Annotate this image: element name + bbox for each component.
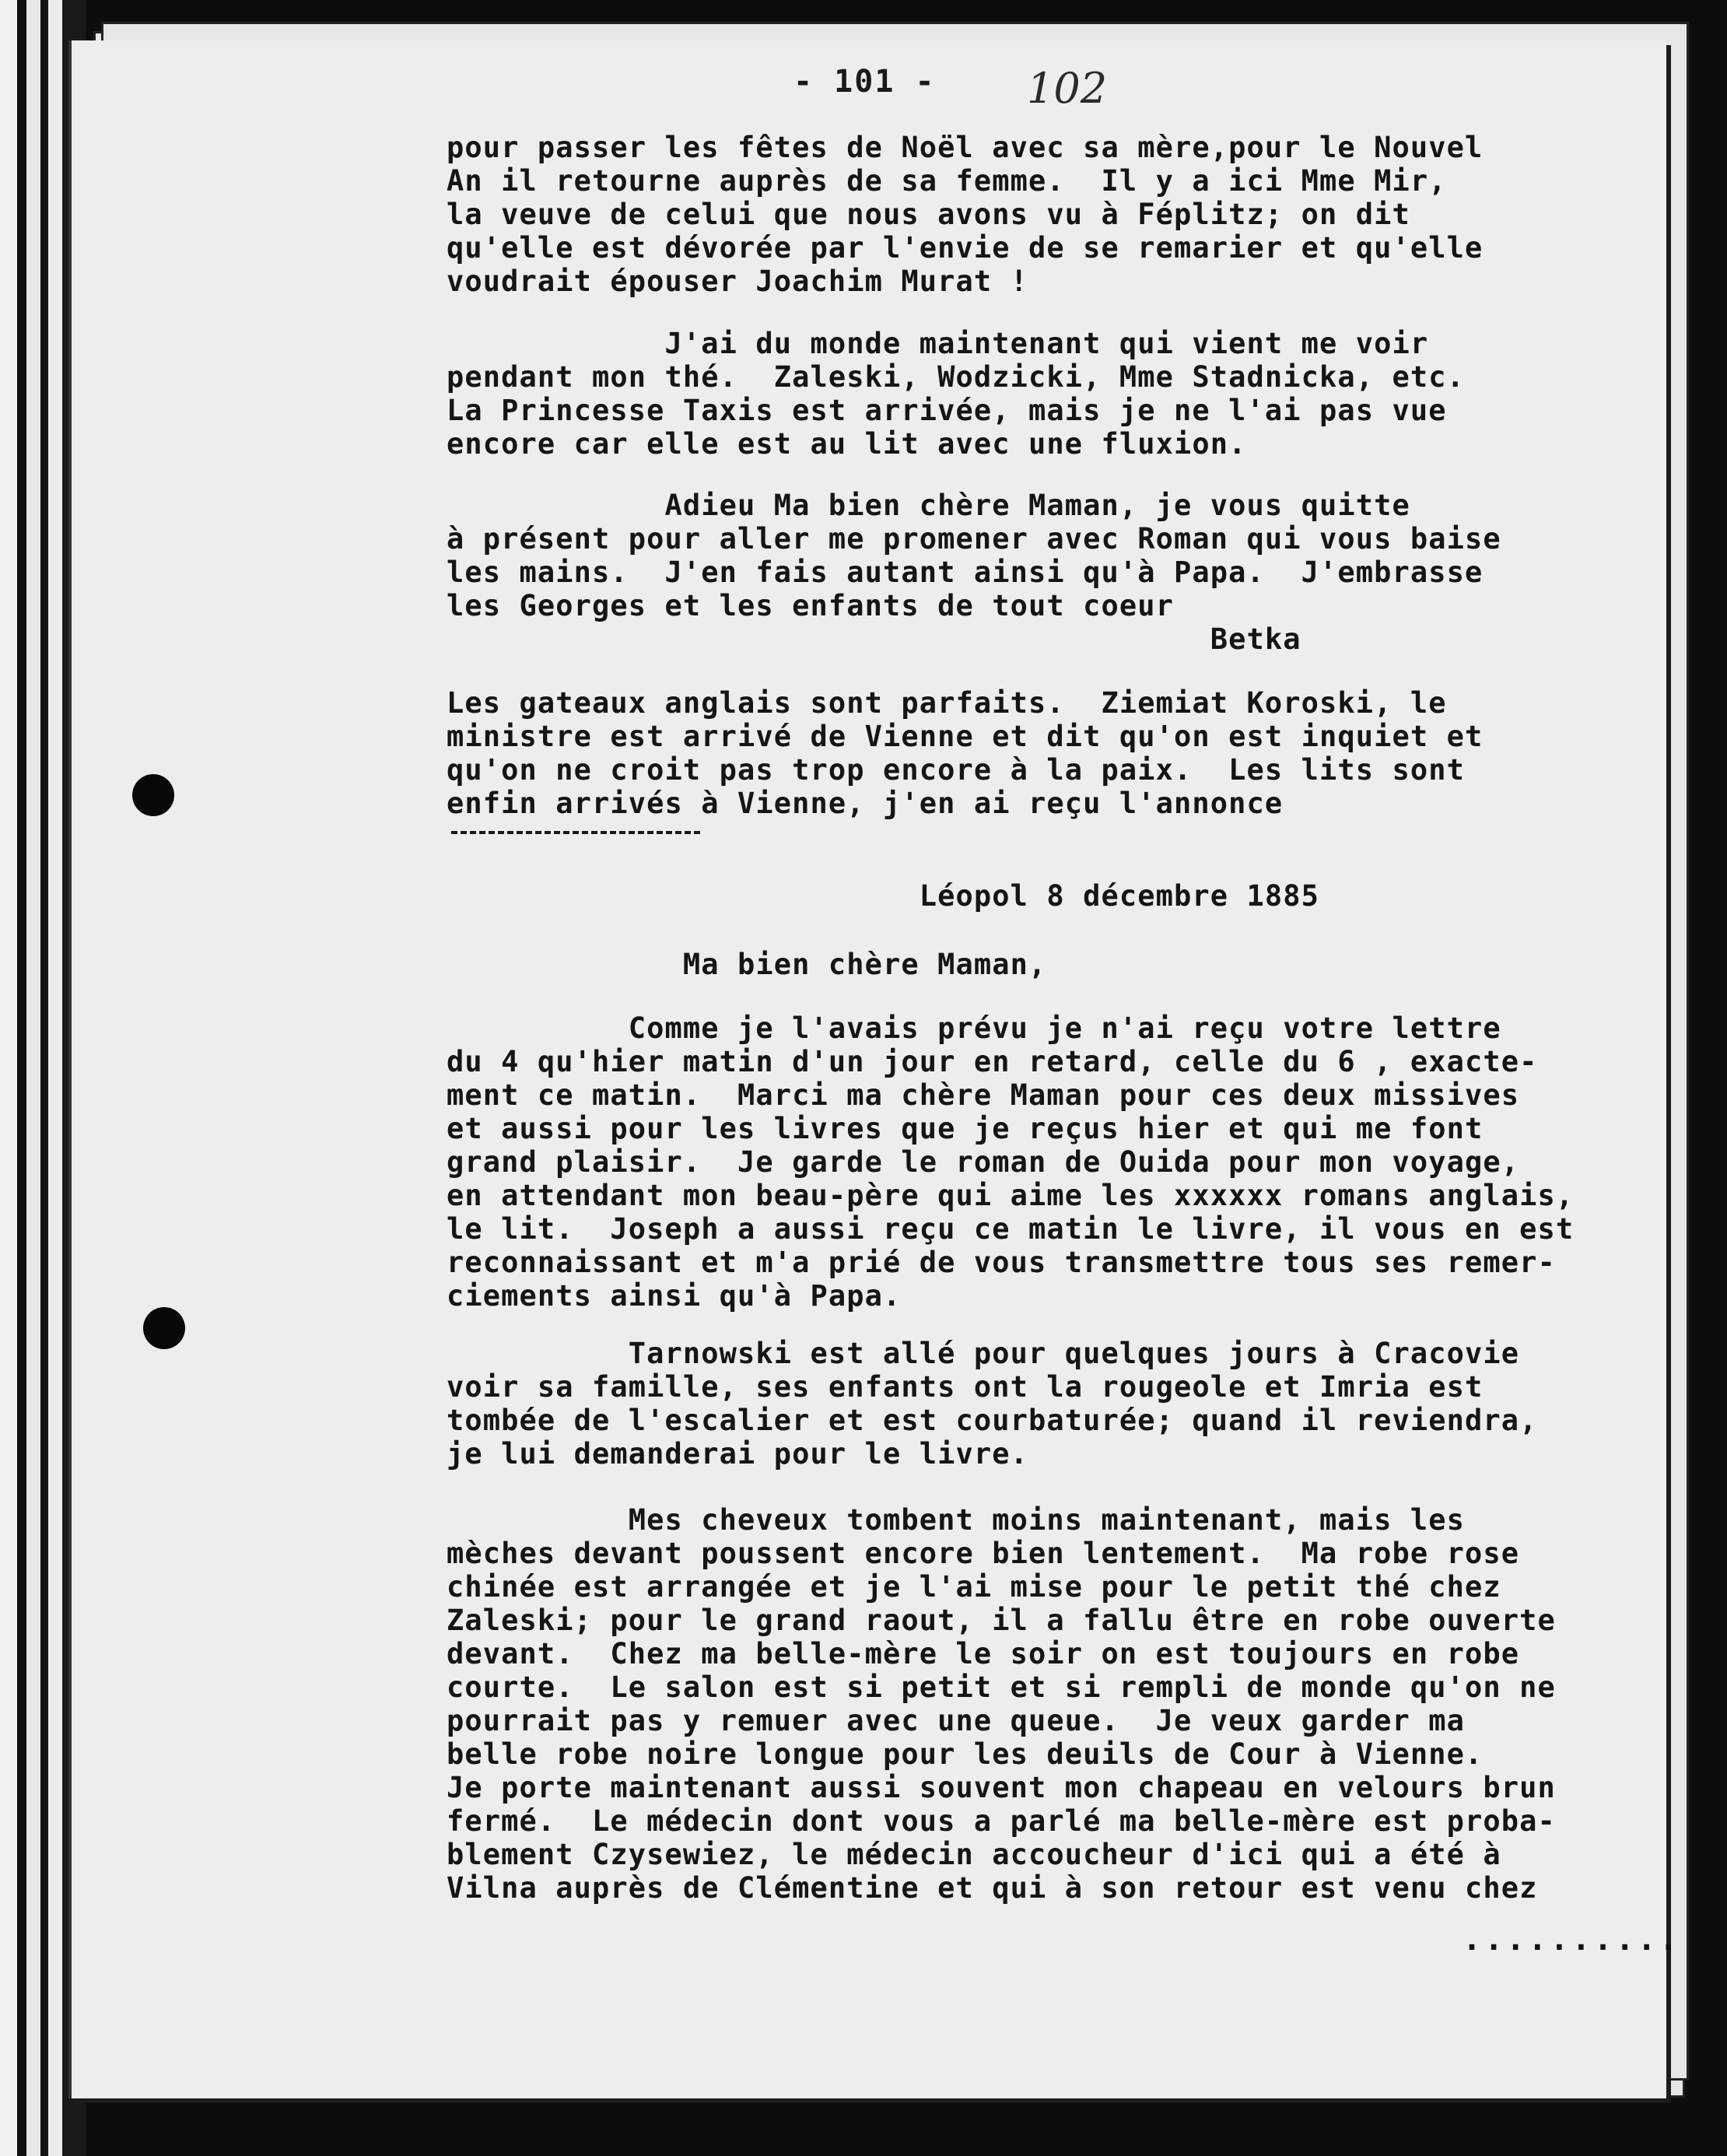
separator-rule	[451, 831, 700, 834]
page-number: - 101 -	[793, 64, 936, 100]
continuation-marker: ..........	[1463, 1922, 1681, 1958]
paragraph-postscript: Les gateaux anglais sont parfaits. Ziemiat Koroski, le ministre est arrivé de Vienne et dit qu'on est inquiet et qu'on ne croit pas trop encore à la paix. Les lits sont enfin arrivés à Vienne, j'en ai reçu l'annonce	[447, 686, 1484, 820]
letter-dateline: Léopol 8 décembre 1885	[447, 879, 1320, 913]
paragraph-letter-end-1: pour passer les fêtes de Noël avec sa mère,pour le Nouvel An il retourne auprès de sa femme. Il y a ici Mme Mir, la veuve de celui que nous avons vu à Féplitz; on dit qu'elle est dévorée par l'envie de se remarier et qu'elle voudrait épouser Joachim Murat !	[447, 131, 1484, 298]
paragraph-closing-signature: Adieu Ma bien chère Maman, je vous quitte à présent pour aller me promener avec Roman qui vous baise les mains. J'en fais autant ainsi qu'à Papa. J'embrasse les Georges et les enfants de tout coeur Betka	[447, 489, 1501, 656]
letter-salutation: Ma bien chère Maman,	[447, 948, 1047, 981]
punch-hole-top	[132, 774, 174, 816]
handwritten-page-number: 102	[1027, 64, 1108, 113]
paragraph-letter-body-1: Comme je l'avais prévu je n'ai reçu votre lettre du 4 qu'hier matin d'un jour en retard, celle du 6 , exacte- ment ce matin. Marci ma chère Maman pour ces deux missives et aussi pour les livres que je reçus hier et qui me font grand plaisir. Je garde le roman de Ouida pour mon voyage, en attendant mon beau-père qui aime les xxxxxx romans anglais, le lit. Joseph a aussi reçu ce matin le livre, il vous en est reconnaissant et m'a prié de vous transmettre tous ses remer- ciements ainsi qu'à Papa.	[447, 1011, 1575, 1313]
paragraph-letter-end-2: J'ai du monde maintenant qui vient me voir pendant mon thé. Zaleski, Wodzicki, Mme Stadnicka, etc. La Princesse Taxis est arrivée, mais je ne l'ai pas vue encore car elle est au lit avec une fluxion.	[447, 327, 1466, 461]
paragraph-letter-body-3: Mes cheveux tombent moins maintenant, mais les mèches devant poussent encore bien lentement. Ma robe rose chinée est arrangée et je l'ai mise pour le petit thé chez Zaleski; pour le grand raout, il a fallu être en robe ouverte devant. Chez ma belle-mère le soir on est toujours en robe courte. Le salon est si petit et si rempli de monde qu'on ne pourrait pas y remuer avec une queue. Je veux garder ma belle robe noire longue pour les deuils de Cour à Vienne. Je porte maintenant aussi souvent mon chapeau en velours brun fermé. Le médecin dont vous a parlé ma belle-mère est proba- blement Czysewiez, le médecin accoucheur d'ici qui a été à Vilna auprès de Clémentine et qui à son retour est venu chez	[447, 1503, 1556, 1905]
punch-hole-bottom	[143, 1307, 185, 1349]
paragraph-letter-body-2: Tarnowski est allé pour quelques jours à Cracovie voir sa famille, ses enfants ont la rougeole et Imria est tombée de l'escalier et est courbaturée; quand il reviendra, je lui demanderai pour le livre.	[447, 1337, 1538, 1471]
